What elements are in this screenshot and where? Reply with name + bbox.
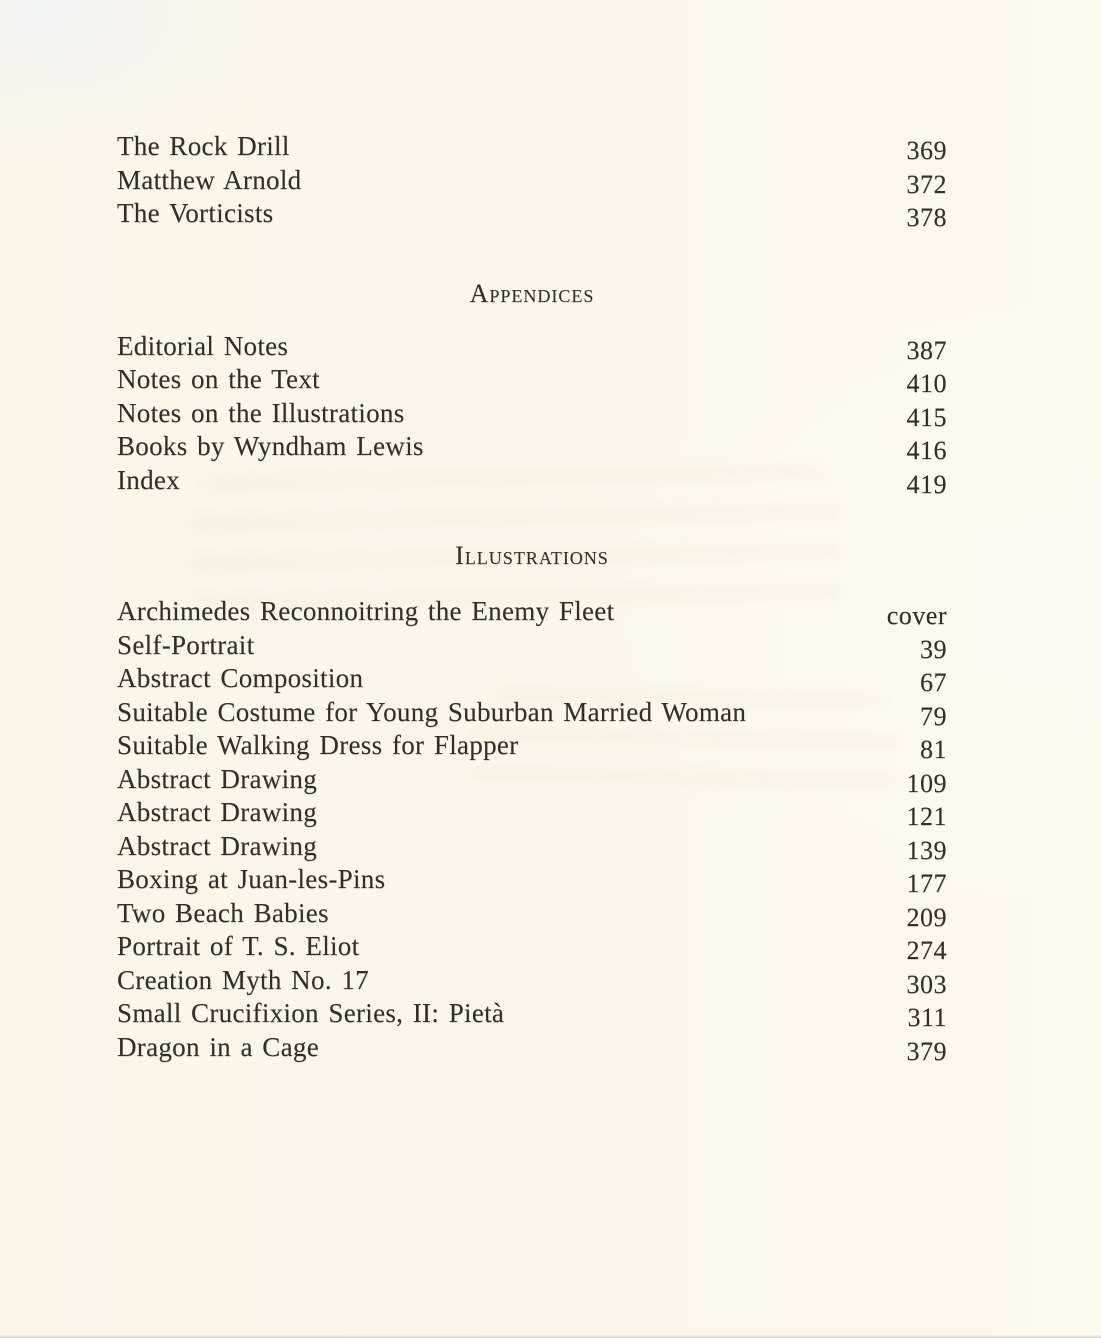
toc-row: [117, 363, 947, 397]
toc-entry-title: Books by Wyndham Lewis: [117, 431, 424, 461]
toc-row: [117, 397, 947, 431]
toc-entry-title: Small Crucifixion Series, II: Pietà: [117, 998, 505, 1028]
toc-entry-page: 387: [906, 335, 947, 365]
toc-entry-page: 303: [906, 969, 947, 999]
toc-entry-page: 369: [906, 136, 947, 165]
toc-row: [117, 130, 947, 164]
toc-entry-title: Dragon in a Cage: [117, 1031, 319, 1062]
table-of-contents: [117, 0, 947, 1064]
toc-entry-title: Archimedes Reconnoitring the Enemy Fleet: [117, 596, 615, 626]
toc-entry-title: Editorial Notes: [117, 330, 289, 361]
toc-entry-page: 139: [906, 835, 947, 865]
toc-row: [117, 1031, 947, 1065]
toc-entry-title: Abstract Drawing: [117, 763, 317, 794]
toc-entry-page: 121: [906, 802, 947, 831]
illustrations-list: [117, 595, 947, 1064]
toc-entry-title: Self-Portrait: [117, 629, 255, 660]
toc-entry-page: 372: [906, 169, 947, 199]
toc-entry-page: 416: [906, 436, 947, 465]
toc-row: [117, 696, 947, 730]
toc-entry-page: 81: [920, 735, 947, 764]
toc-entry-title: Notes on the Text: [117, 364, 320, 394]
toc-row: [117, 897, 947, 931]
toc-entry-page: cover: [886, 601, 947, 630]
toc-row: [117, 662, 947, 696]
toc-entry-title: Abstract Drawing: [117, 797, 317, 827]
toc-row: [117, 595, 947, 629]
toc-row: [117, 464, 947, 498]
toc-entry-title: The Vorticists: [117, 198, 274, 228]
toc-entry-page: 415: [906, 402, 947, 432]
toc-entry-title: Two Beach Babies: [117, 897, 329, 928]
toc-row: [117, 197, 947, 231]
toc-entry-page: 79: [920, 701, 947, 731]
toc-entry-page: 419: [906, 469, 947, 499]
toc-entry-title: Index: [117, 464, 180, 495]
toc-row: [117, 930, 947, 964]
toc-entry-page: 209: [906, 902, 947, 932]
toc-row: [117, 330, 947, 364]
toc-entry-title: Matthew Arnold: [117, 164, 302, 195]
toc-row: [117, 997, 947, 1031]
toc-entry-page: 378: [906, 203, 947, 232]
illustrations-section-heading: Illustrations: [455, 541, 609, 570]
toc-row: [117, 763, 947, 797]
toc-row: [117, 830, 947, 864]
toc-entry-title: Portrait of T. S. Eliot: [117, 931, 360, 961]
toc-entry-page: 410: [906, 369, 947, 398]
toc-row: [117, 164, 947, 198]
toc-entry-page: 177: [906, 869, 947, 898]
toc-row: [117, 629, 947, 663]
toc-entry-title: Abstract Composition: [117, 663, 364, 693]
toc-entry-page: 311: [907, 1003, 947, 1032]
toc-entry-page: 39: [920, 634, 947, 664]
toc-row: [117, 796, 947, 830]
toc-entry-title: Abstract Drawing: [117, 830, 317, 861]
toc-entry-title: Notes on the Illustrations: [117, 397, 405, 428]
toc-entry-page: 67: [920, 668, 947, 697]
appendices-section-heading: Appendices: [469, 278, 595, 308]
toc-entry-page: 379: [906, 1036, 947, 1066]
toc-entry-title: Suitable Costume for Young Suburban Married Woman: [117, 696, 747, 727]
toc-row: [117, 964, 947, 998]
toc-entry-title: Creation Myth No. 17: [117, 964, 369, 995]
toc-row: [117, 430, 947, 464]
toc-entry-title: The Rock Drill: [117, 131, 290, 161]
toc-row: [117, 863, 947, 897]
toc-entry-page: 274: [906, 936, 947, 965]
toc-row: [117, 729, 947, 763]
appendices-list: [117, 330, 947, 498]
toc-entry-title: Suitable Walking Dress for Flapper: [117, 730, 519, 760]
contents-tail-list: [117, 130, 947, 231]
toc-entry-title: Boxing at Juan-les-Pins: [117, 864, 386, 894]
toc-entry-page: 109: [906, 768, 947, 798]
